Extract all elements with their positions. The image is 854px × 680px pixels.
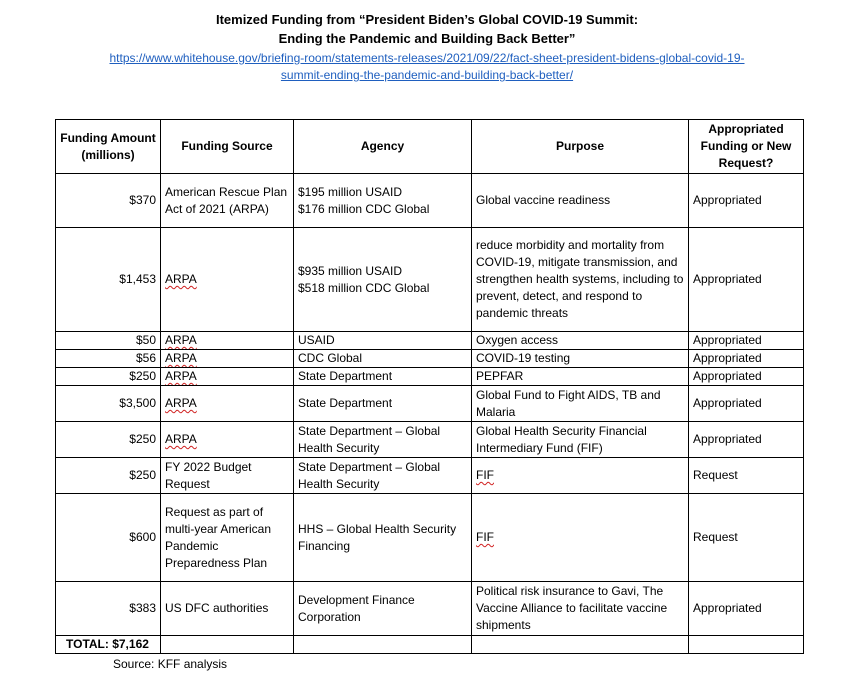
cell-funding-source: American Rescue Plan Act of 2021 (ARPA) bbox=[161, 174, 294, 228]
empty-cell bbox=[294, 636, 472, 654]
source-url-line-2[interactable]: summit-ending-the-pandemic-and-building-back-better/ bbox=[280, 68, 574, 82]
source-note: Source: KFF analysis bbox=[113, 657, 228, 671]
table-header-row bbox=[56, 120, 804, 174]
cell-amount: $600 bbox=[56, 494, 161, 582]
funding-table bbox=[55, 119, 804, 654]
cell-request-status: Appropriated bbox=[689, 582, 804, 636]
cell-agency: HHS – Global Health Security Financing bbox=[294, 494, 472, 582]
source-text: ARPA bbox=[165, 333, 197, 347]
table-row bbox=[56, 386, 804, 422]
cell-request-status: Appropriated bbox=[689, 174, 804, 228]
table-row bbox=[56, 582, 804, 636]
cell-funding-source bbox=[161, 350, 294, 368]
cell-funding-source: FY 2022 Budget Request bbox=[161, 458, 294, 494]
cell-funding-source bbox=[161, 228, 294, 332]
cell-purpose: PEPFAR bbox=[472, 368, 689, 386]
cell-purpose: Political risk insurance to Gavi, The Vaccine Alliance to facilitate vaccine shipments bbox=[472, 582, 689, 636]
cell-request-status: Appropriated bbox=[689, 368, 804, 386]
cell-request-status: Appropriated bbox=[689, 386, 804, 422]
cell-agency bbox=[294, 174, 472, 228]
cell-agency: USAID bbox=[294, 332, 472, 350]
table-row bbox=[56, 494, 804, 582]
table-row bbox=[56, 368, 804, 386]
total-row bbox=[56, 636, 804, 654]
empty-cell bbox=[689, 636, 804, 654]
table-row bbox=[56, 174, 804, 228]
header-agency: Agency bbox=[294, 120, 472, 174]
source-text: ARPA bbox=[165, 396, 197, 410]
document-title-line-1: Itemized Funding from “President Biden’s Global COVID-19 Summit: bbox=[215, 12, 639, 27]
agency-line: $176 million CDC Global bbox=[298, 201, 430, 216]
cell-purpose bbox=[472, 494, 689, 582]
table-row bbox=[56, 458, 804, 494]
table-row bbox=[56, 332, 804, 350]
cell-amount: $383 bbox=[56, 582, 161, 636]
cell-request-status: Appropriated bbox=[689, 228, 804, 332]
cell-amount: $1,453 bbox=[56, 228, 161, 332]
cell-funding-source: US DFC authorities bbox=[161, 582, 294, 636]
cell-purpose: Oxygen access bbox=[472, 332, 689, 350]
cell-funding-source: Request as part of multi-year American Pandemic Preparedness Plan bbox=[161, 494, 294, 582]
cell-agency: CDC Global bbox=[294, 350, 472, 368]
header-appropriated-or-request: Appropriated Funding or New Request? bbox=[689, 120, 804, 174]
cell-amount: $3,500 bbox=[56, 386, 161, 422]
cell-purpose: COVID-19 testing bbox=[472, 350, 689, 368]
cell-amount: $50 bbox=[56, 332, 161, 350]
cell-funding-source bbox=[161, 386, 294, 422]
source-text: ARPA bbox=[165, 432, 197, 446]
cell-amount: $250 bbox=[56, 422, 161, 458]
cell-request-status: Appropriated bbox=[689, 332, 804, 350]
agency-line: $518 million CDC Global bbox=[298, 280, 430, 295]
cell-funding-source bbox=[161, 332, 294, 350]
cell-purpose: Global vaccine readiness bbox=[472, 174, 689, 228]
agency-line: $195 million USAID bbox=[298, 184, 403, 199]
cell-request-status: Request bbox=[689, 494, 804, 582]
cell-amount: $370 bbox=[56, 174, 161, 228]
cell-agency: State Department – Global Health Security bbox=[294, 458, 472, 494]
cell-agency: State Department bbox=[294, 368, 472, 386]
cell-funding-source bbox=[161, 368, 294, 386]
cell-purpose: reduce morbidity and mortality from COVID-19, mitigate transmission, and strengthen health systems, including to prevent, detect, and respond to pandemic threats bbox=[472, 228, 689, 332]
cell-purpose bbox=[472, 458, 689, 494]
cell-agency: State Department – Global Health Security bbox=[294, 422, 472, 458]
document-title-line-2: Ending the Pandemic and Building Back Better” bbox=[278, 31, 576, 46]
cell-agency: Development Finance Corporation bbox=[294, 582, 472, 636]
purpose-text: FIF bbox=[476, 530, 494, 544]
cell-agency bbox=[294, 228, 472, 332]
cell-purpose: Global Health Security Financial Intermediary Fund (FIF) bbox=[472, 422, 689, 458]
source-text: ARPA bbox=[165, 351, 197, 365]
table-row bbox=[56, 228, 804, 332]
total-amount: TOTAL: $7,162 bbox=[56, 636, 161, 654]
cell-amount: $56 bbox=[56, 350, 161, 368]
cell-request-status: Appropriated bbox=[689, 350, 804, 368]
source-text: ARPA bbox=[165, 272, 197, 286]
source-text: ARPA bbox=[165, 369, 197, 383]
cell-amount: $250 bbox=[56, 368, 161, 386]
table-row bbox=[56, 350, 804, 368]
cell-request-status: Appropriated bbox=[689, 422, 804, 458]
empty-cell bbox=[161, 636, 294, 654]
purpose-text: FIF bbox=[476, 468, 494, 482]
source-url-line-1[interactable]: https://www.whitehouse.gov/briefing-room/statements-releases/2021/09/22/fact-sheet-president-bidens-global-covid-19- bbox=[109, 51, 745, 65]
cell-funding-source bbox=[161, 422, 294, 458]
cell-agency: State Department bbox=[294, 386, 472, 422]
cell-amount: $250 bbox=[56, 458, 161, 494]
empty-cell bbox=[472, 636, 689, 654]
agency-line: $935 million USAID bbox=[298, 263, 403, 278]
cell-request-status: Request bbox=[689, 458, 804, 494]
cell-purpose: Global Fund to Fight AIDS, TB and Malaria bbox=[472, 386, 689, 422]
header-funding-amount: Funding Amount (millions) bbox=[56, 120, 161, 174]
table-row bbox=[56, 422, 804, 458]
header-funding-source: Funding Source bbox=[161, 120, 294, 174]
header-purpose: Purpose bbox=[472, 120, 689, 174]
